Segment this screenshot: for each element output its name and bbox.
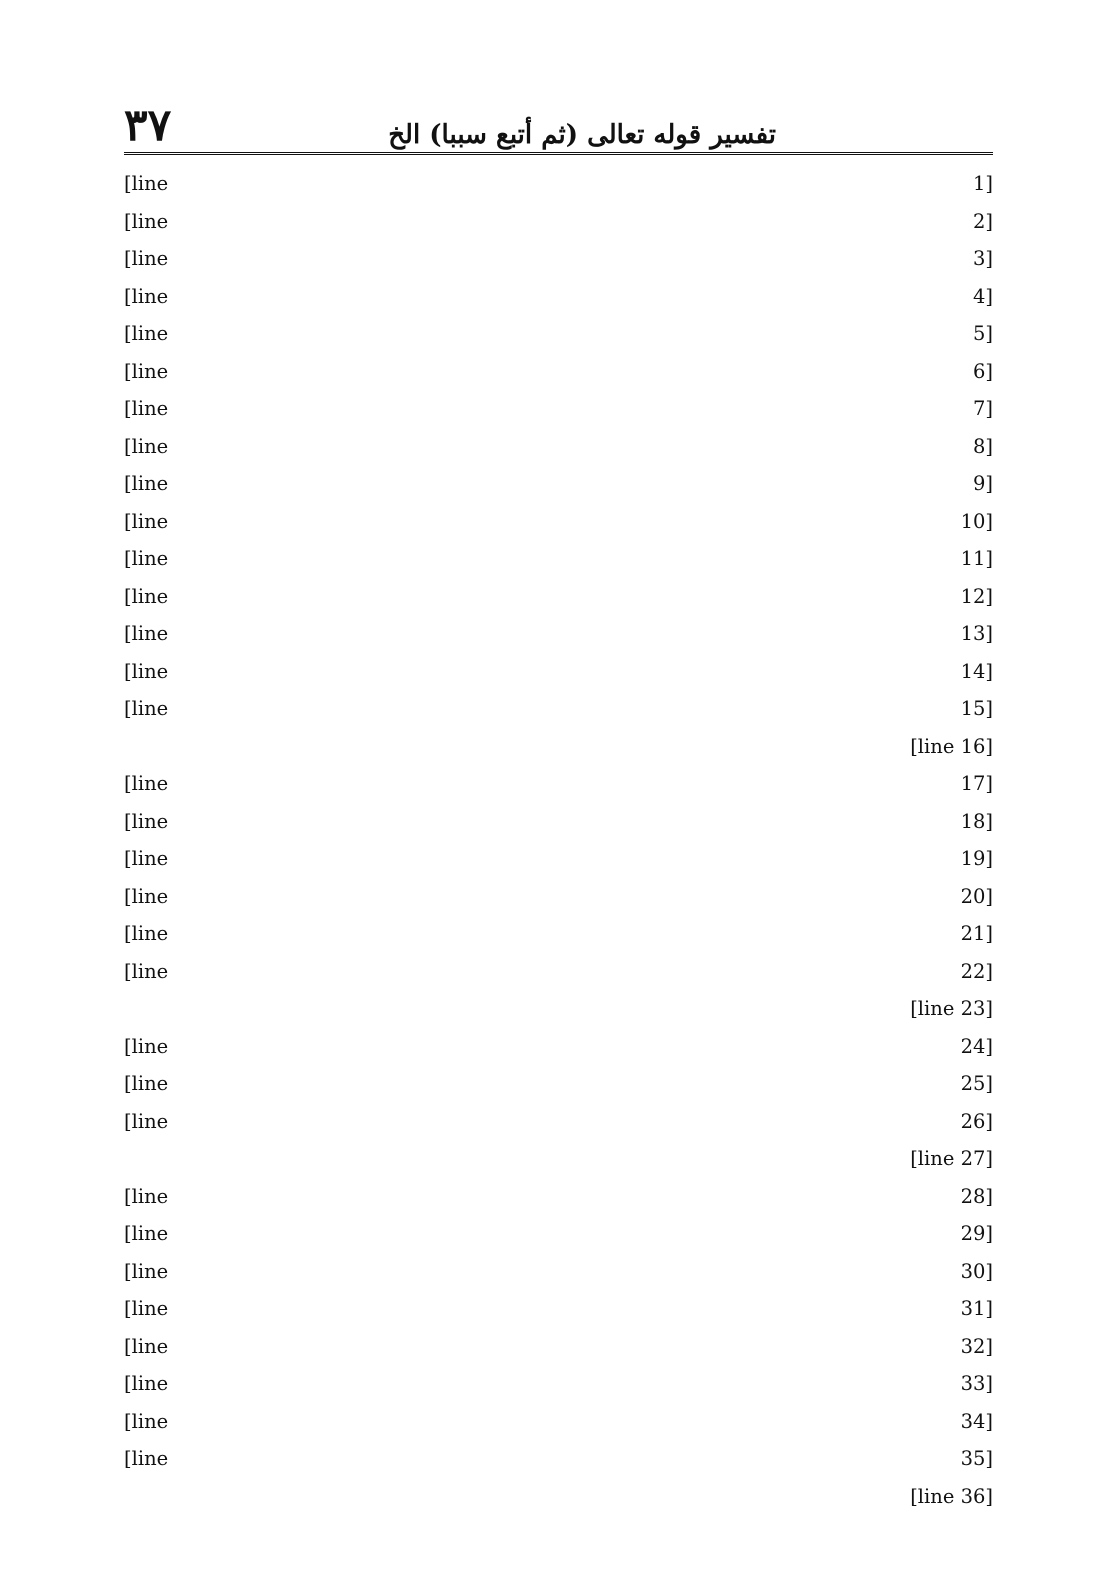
text-line: [line 15] [124, 697, 993, 720]
text-line: [line 27] [910, 1147, 993, 1170]
text-line: [line 36] [910, 1484, 993, 1508]
text-line: [line 19] [124, 847, 993, 870]
text-line: [line 30] [124, 1259, 993, 1283]
text-line: [line 4] [124, 284, 993, 308]
text-line: [line 18] [124, 809, 993, 833]
running-title: تفسير قوله تعالى (ثم أتبع سببا) الخ [388, 120, 776, 150]
text-line: [line 3] [124, 247, 993, 270]
text-line: [line 29] [124, 1222, 993, 1245]
text-line: [line 23] [910, 997, 993, 1020]
text-line: [line 9] [124, 472, 993, 495]
text-line: [line 2] [124, 209, 993, 233]
text-line: [line 21] [124, 922, 993, 945]
text-line: [line 28] [124, 1184, 993, 1208]
text-line: [line 17] [124, 772, 993, 795]
text-line: [line 10] [124, 509, 993, 533]
text-line: [line 33] [124, 1372, 993, 1395]
text-line: [line 32] [124, 1334, 993, 1358]
page-number: ٣٧ [124, 100, 172, 151]
text-line: [line 7] [124, 397, 993, 420]
text-line: [line 25] [124, 1072, 993, 1095]
body-text [124, 165, 993, 1515]
header-rule [124, 152, 993, 155]
text-line: [line 14] [124, 659, 993, 683]
text-line: [line 34] [124, 1409, 993, 1433]
text-line: [line 11] [124, 547, 993, 570]
text-line: [line 8] [124, 434, 993, 458]
text-line: [line 35] [124, 1447, 993, 1470]
text-line: [line 24] [124, 1034, 993, 1058]
text-line: [line 22] [124, 959, 993, 983]
text-line: [line 31] [124, 1297, 993, 1320]
text-line: [line 6] [124, 359, 993, 383]
page-header [124, 0, 993, 152]
text-line: [line 5] [124, 322, 993, 345]
text-line: [line 13] [124, 622, 993, 645]
text-line: [line 26] [124, 1109, 993, 1133]
text-line: [line 16] [910, 734, 993, 758]
text-line: [line 20] [124, 884, 993, 908]
text-line: [line 1] [124, 172, 993, 195]
text-line: [line 12] [124, 584, 993, 608]
